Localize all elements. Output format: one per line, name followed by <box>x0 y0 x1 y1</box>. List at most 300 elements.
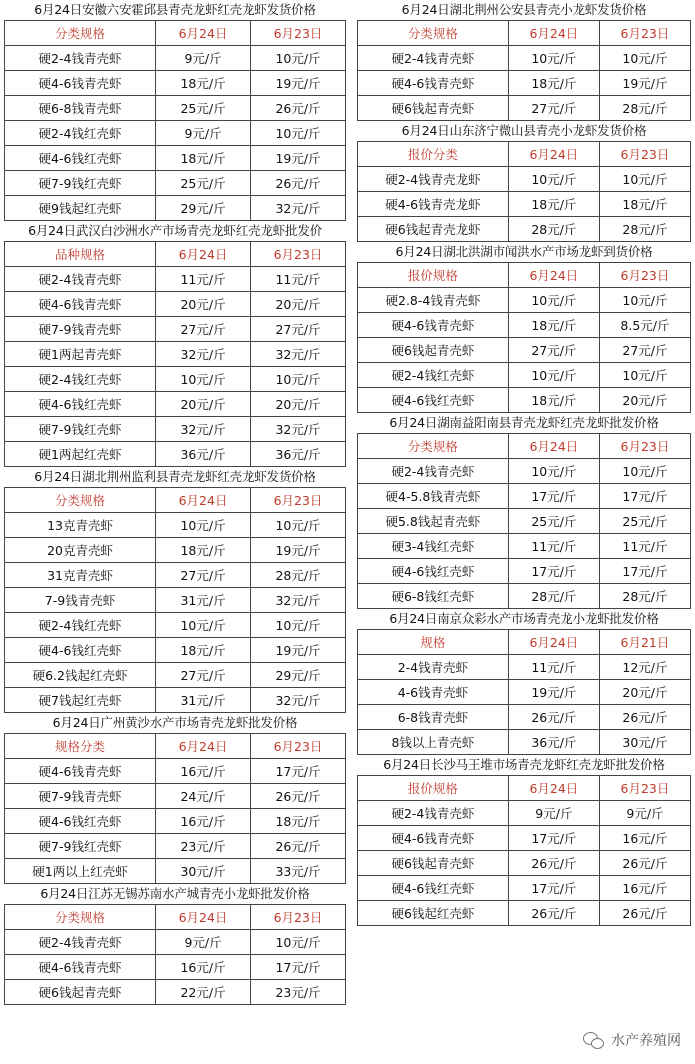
spec-cell: 硬1两以上红壳虾 <box>5 859 156 884</box>
price-cell: 26元/斤 <box>508 705 599 730</box>
price-cell: 11元/斤 <box>508 534 599 559</box>
price-cell: 20元/斤 <box>599 680 690 705</box>
price-cell: 25元/斤 <box>508 509 599 534</box>
spec-cell: 硬6钱起青壳虾 <box>358 851 509 876</box>
price-cell: 30元/斤 <box>599 730 690 755</box>
table-row <box>358 217 691 242</box>
spec-cell: 硬6-8钱青壳虾 <box>5 96 156 121</box>
spec-cell: 硬7钱起红壳虾 <box>5 688 156 713</box>
price-cell: 11元/斤 <box>156 267 251 292</box>
spec-cell: 硬7-9钱红壳虾 <box>5 417 156 442</box>
spec-cell: 硬4-6钱青壳虾 <box>5 71 156 96</box>
header-cell: 分类规格 <box>5 905 156 930</box>
price-cell: 9元/斤 <box>599 801 690 826</box>
table-title: 6月24日广州黄沙水产市场青壳龙虾批发价格 <box>52 715 298 730</box>
table-header-row <box>5 734 346 759</box>
price-cell: 18元/斤 <box>508 388 599 413</box>
table-row <box>5 367 346 392</box>
table-row <box>358 192 691 217</box>
price-cell: 27元/斤 <box>508 338 599 363</box>
price-cell: 10元/斤 <box>508 167 599 192</box>
spec-cell: 硬6钱起青壳虾 <box>358 338 509 363</box>
table-header-row <box>358 142 691 167</box>
price-table <box>357 629 691 755</box>
table-row <box>5 955 346 980</box>
spec-cell: 硬2-4钱青壳虾 <box>5 46 156 71</box>
price-cell: 9元/斤 <box>156 121 251 146</box>
table-row <box>5 563 346 588</box>
table-row <box>5 317 346 342</box>
spec-cell: 硬1两起红壳虾 <box>5 442 156 467</box>
table-row <box>358 851 691 876</box>
price-cell: 19元/斤 <box>251 538 346 563</box>
price-cell: 10元/斤 <box>508 288 599 313</box>
table-row <box>358 388 691 413</box>
table-title: 6月24日南京众彩水产市场青壳龙小龙虾批发价格 <box>389 611 659 626</box>
price-cell: 20元/斤 <box>599 388 690 413</box>
spec-cell: 硬6钱起红壳虾 <box>358 901 509 926</box>
spec-cell: 硬4-6钱红壳虾 <box>358 876 509 901</box>
price-cell: 25元/斤 <box>599 509 690 534</box>
table-row <box>5 638 346 663</box>
price-cell: 18元/斤 <box>599 192 690 217</box>
price-table <box>357 141 691 242</box>
price-cell: 32元/斤 <box>156 342 251 367</box>
price-cell: 18元/斤 <box>156 71 251 96</box>
table-row <box>358 584 691 609</box>
table-title: 6月24日湖南益阳南县青壳龙虾红壳龙虾批发价格 <box>389 415 659 430</box>
spec-cell: 硬4-6钱青壳龙虾 <box>358 192 509 217</box>
table-row <box>5 442 346 467</box>
price-cell: 10元/斤 <box>156 513 251 538</box>
table-row <box>358 338 691 363</box>
price-table-block <box>4 467 346 713</box>
table-row <box>5 392 346 417</box>
price-cell: 9元/斤 <box>156 930 251 955</box>
price-table <box>4 20 346 221</box>
header-cell: 分类规格 <box>358 21 509 46</box>
header-cell: 6月24日 <box>508 21 599 46</box>
spec-cell: 20克青壳虾 <box>5 538 156 563</box>
table-row <box>5 809 346 834</box>
price-cell: 18元/斤 <box>508 313 599 338</box>
table-row <box>5 96 346 121</box>
price-cell: 16元/斤 <box>599 826 690 851</box>
price-table-block <box>4 0 346 221</box>
table-row <box>358 484 691 509</box>
price-cell: 18元/斤 <box>156 538 251 563</box>
price-cell: 10元/斤 <box>599 288 690 313</box>
price-cell: 18元/斤 <box>156 638 251 663</box>
spec-cell: 硬7-9钱红壳虾 <box>5 171 156 196</box>
price-cell: 27元/斤 <box>508 96 599 121</box>
table-row <box>358 901 691 926</box>
header-cell: 6月23日 <box>599 434 690 459</box>
price-table <box>357 433 691 609</box>
price-cell: 19元/斤 <box>599 71 690 96</box>
watermark-text: 水产养殖网 <box>611 1033 681 1049</box>
header-cell: 分类规格 <box>5 488 156 513</box>
table-header-row <box>5 242 346 267</box>
header-cell: 6月24日 <box>156 734 251 759</box>
table-row <box>5 342 346 367</box>
price-cell: 27元/斤 <box>156 563 251 588</box>
price-cell: 28元/斤 <box>508 584 599 609</box>
price-table-block <box>357 121 691 242</box>
table-title: 6月24日湖北荆州监利县青壳龙虾红壳龙虾发货价格 <box>34 469 316 484</box>
price-cell: 27元/斤 <box>599 338 690 363</box>
header-cell: 6月23日 <box>599 21 690 46</box>
spec-cell: 4-6钱青壳虾 <box>358 680 509 705</box>
header-cell: 6月23日 <box>251 488 346 513</box>
price-cell: 33元/斤 <box>251 859 346 884</box>
price-cell: 29元/斤 <box>156 196 251 221</box>
spec-cell: 硬2-4钱青壳龙虾 <box>358 167 509 192</box>
price-cell: 10元/斤 <box>251 613 346 638</box>
table-title: 6月24日武汉白沙洲水产市场青壳龙虾红壳龙虾批发价 <box>28 223 322 238</box>
table-row <box>5 513 346 538</box>
spec-cell: 硬2-4钱红壳虾 <box>5 613 156 638</box>
spec-cell: 硬2.8-4钱青壳虾 <box>358 288 509 313</box>
price-cell: 10元/斤 <box>251 513 346 538</box>
table-header-row <box>5 21 346 46</box>
table-row <box>358 167 691 192</box>
spec-cell: 硬2-4钱青壳虾 <box>5 930 156 955</box>
spec-cell: 硬1两起青壳虾 <box>5 342 156 367</box>
table-header-row <box>358 434 691 459</box>
table-row <box>5 292 346 317</box>
table-row <box>5 663 346 688</box>
price-cell: 17元/斤 <box>508 826 599 851</box>
price-table <box>357 262 691 413</box>
price-cell: 10元/斤 <box>251 930 346 955</box>
spec-cell: 硬7-9钱青壳虾 <box>5 784 156 809</box>
table-row <box>5 613 346 638</box>
watermark <box>583 1030 681 1050</box>
spec-cell: 硬4-6钱红壳虾 <box>5 392 156 417</box>
price-table-block <box>357 755 691 926</box>
price-cell: 32元/斤 <box>251 196 346 221</box>
spec-cell: 硬6钱起青壳虾 <box>358 96 509 121</box>
price-cell: 26元/斤 <box>251 96 346 121</box>
header-cell: 6月23日 <box>251 734 346 759</box>
price-table-block <box>4 221 346 467</box>
price-cell: 19元/斤 <box>508 680 599 705</box>
price-table <box>357 20 691 121</box>
table-row <box>5 71 346 96</box>
table-row <box>358 46 691 71</box>
header-cell: 6月24日 <box>508 434 599 459</box>
table-row <box>5 267 346 292</box>
table-row <box>358 459 691 484</box>
header-cell: 6月24日 <box>156 905 251 930</box>
header-cell: 6月24日 <box>156 242 251 267</box>
spec-cell: 硬4-6钱青壳虾 <box>5 759 156 784</box>
price-cell: 26元/斤 <box>599 705 690 730</box>
price-cell: 24元/斤 <box>156 784 251 809</box>
price-cell: 28元/斤 <box>251 563 346 588</box>
spec-cell: 硬9钱起红壳虾 <box>5 196 156 221</box>
header-cell: 6月24日 <box>508 263 599 288</box>
header-cell: 6月23日 <box>599 263 690 288</box>
left-column <box>4 0 346 1005</box>
price-cell: 26元/斤 <box>251 171 346 196</box>
price-table-block <box>357 609 691 755</box>
price-cell: 9元/斤 <box>156 46 251 71</box>
price-cell: 20元/斤 <box>156 292 251 317</box>
spec-cell: 硬4-6钱青壳虾 <box>358 71 509 96</box>
table-row <box>358 826 691 851</box>
price-cell: 28元/斤 <box>508 217 599 242</box>
price-cell: 16元/斤 <box>156 955 251 980</box>
price-cell: 10元/斤 <box>508 459 599 484</box>
spec-cell: 硬5.8钱起青壳虾 <box>358 509 509 534</box>
price-cell: 20元/斤 <box>251 292 346 317</box>
table-header-row <box>358 776 691 801</box>
price-cell: 10元/斤 <box>251 367 346 392</box>
spec-cell: 硬2-4钱红壳虾 <box>5 367 156 392</box>
header-cell: 6月24日 <box>156 488 251 513</box>
spec-cell: 硬2-4钱青壳虾 <box>358 801 509 826</box>
table-row <box>358 680 691 705</box>
table-row <box>358 288 691 313</box>
table-row <box>5 859 346 884</box>
price-cell: 18元/斤 <box>508 192 599 217</box>
table-row <box>358 705 691 730</box>
price-table-block <box>357 0 691 121</box>
price-table <box>357 775 691 926</box>
price-table <box>4 904 346 1005</box>
price-cell: 31元/斤 <box>156 588 251 613</box>
price-cell: 25元/斤 <box>156 96 251 121</box>
table-title: 6月24日山东济宁微山县青壳小龙虾发货价格 <box>401 123 647 138</box>
header-cell: 6月23日 <box>251 905 346 930</box>
price-cell: 9元/斤 <box>508 801 599 826</box>
spec-cell: 8钱以上青壳虾 <box>358 730 509 755</box>
price-cell: 26元/斤 <box>508 901 599 926</box>
price-cell: 12元/斤 <box>599 655 690 680</box>
spec-cell: 2-4钱青壳虾 <box>358 655 509 680</box>
price-cell: 25元/斤 <box>156 171 251 196</box>
price-cell: 26元/斤 <box>508 851 599 876</box>
price-cell: 19元/斤 <box>251 638 346 663</box>
price-cell: 20元/斤 <box>156 392 251 417</box>
spec-cell: 硬2-4钱青壳虾 <box>5 267 156 292</box>
price-table-block <box>4 713 346 884</box>
price-cell: 28元/斤 <box>599 217 690 242</box>
table-row <box>5 930 346 955</box>
table-title: 6月24日江苏无锡苏南水产城青壳小龙虾批发价格 <box>40 886 310 901</box>
price-cell: 32元/斤 <box>251 588 346 613</box>
price-cell: 11元/斤 <box>251 267 346 292</box>
spec-cell: 硬4-6钱红壳虾 <box>358 388 509 413</box>
table-header-row <box>5 488 346 513</box>
price-cell: 18元/斤 <box>251 809 346 834</box>
price-cell: 17元/斤 <box>599 559 690 584</box>
table-row <box>5 980 346 1005</box>
price-cell: 10元/斤 <box>156 613 251 638</box>
table-row <box>358 363 691 388</box>
price-cell: 28元/斤 <box>599 584 690 609</box>
table-row <box>5 46 346 71</box>
table-header-row <box>5 905 346 930</box>
spec-cell: 硬4-6钱红壳虾 <box>5 638 156 663</box>
price-cell: 17元/斤 <box>508 484 599 509</box>
spec-cell: 硬2-4钱青壳虾 <box>358 459 509 484</box>
price-cell: 16元/斤 <box>156 759 251 784</box>
header-cell: 分类规格 <box>358 434 509 459</box>
header-cell: 规格分类 <box>5 734 156 759</box>
spec-cell: 硬2-4钱青壳虾 <box>358 46 509 71</box>
price-cell: 31元/斤 <box>156 688 251 713</box>
spec-cell: 6-8钱青壳虾 <box>358 705 509 730</box>
price-cell: 27元/斤 <box>156 663 251 688</box>
price-cell: 10元/斤 <box>508 363 599 388</box>
spec-cell: 硬4-6钱青壳虾 <box>358 826 509 851</box>
spec-cell: 硬4-6钱青壳虾 <box>5 955 156 980</box>
header-cell: 6月24日 <box>156 21 251 46</box>
price-cell: 36元/斤 <box>508 730 599 755</box>
price-cell: 23元/斤 <box>156 834 251 859</box>
price-cell: 32元/斤 <box>251 417 346 442</box>
price-cell: 29元/斤 <box>251 663 346 688</box>
price-cell: 10元/斤 <box>508 46 599 71</box>
price-cell: 26元/斤 <box>251 834 346 859</box>
table-row <box>5 759 346 784</box>
price-cell: 10元/斤 <box>599 459 690 484</box>
header-cell: 分类规格 <box>5 21 156 46</box>
price-cell: 17元/斤 <box>251 759 346 784</box>
header-cell: 6月24日 <box>508 776 599 801</box>
spec-cell: 硬6.2钱起红壳虾 <box>5 663 156 688</box>
table-header-row <box>358 630 691 655</box>
price-cell: 28元/斤 <box>599 96 690 121</box>
price-cell: 18元/斤 <box>508 71 599 96</box>
table-row <box>358 730 691 755</box>
table-row <box>358 559 691 584</box>
price-cell: 18元/斤 <box>156 146 251 171</box>
price-cell: 19元/斤 <box>251 146 346 171</box>
table-row <box>358 801 691 826</box>
price-table-block <box>4 884 346 1005</box>
table-row <box>5 417 346 442</box>
spec-cell: 硬6钱起青壳虾 <box>5 980 156 1005</box>
price-cell: 17元/斤 <box>508 876 599 901</box>
price-cell: 30元/斤 <box>156 859 251 884</box>
spec-cell: 7-9钱青壳虾 <box>5 588 156 613</box>
price-cell: 32元/斤 <box>251 342 346 367</box>
table-row <box>5 834 346 859</box>
price-cell: 26元/斤 <box>599 901 690 926</box>
price-cell: 22元/斤 <box>156 980 251 1005</box>
header-cell: 规格 <box>358 630 509 655</box>
price-cell: 10元/斤 <box>251 121 346 146</box>
price-cell: 36元/斤 <box>156 442 251 467</box>
spec-cell: 硬4-6钱红壳虾 <box>5 809 156 834</box>
spec-cell: 硬4-6钱红壳虾 <box>5 146 156 171</box>
price-table-block <box>357 413 691 609</box>
table-row <box>358 509 691 534</box>
table-title: 6月24日湖北洪湖市闻洪水产市场龙虾到货价格 <box>395 244 653 259</box>
table-row <box>5 784 346 809</box>
spec-cell: 31克青壳虾 <box>5 563 156 588</box>
wechat-icon <box>583 1031 605 1049</box>
header-cell: 6月23日 <box>599 776 690 801</box>
price-cell: 26元/斤 <box>251 784 346 809</box>
price-cell: 10元/斤 <box>156 367 251 392</box>
spec-cell: 硬4-6钱青壳虾 <box>358 313 509 338</box>
price-cell: 32元/斤 <box>156 417 251 442</box>
spec-cell: 硬4-5.8钱青壳虾 <box>358 484 509 509</box>
spec-cell: 硬7-9钱红壳虾 <box>5 834 156 859</box>
spec-cell: 硬7-9钱青壳虾 <box>5 317 156 342</box>
spec-cell: 13克青壳虾 <box>5 513 156 538</box>
price-cell: 16元/斤 <box>156 809 251 834</box>
table-row <box>5 171 346 196</box>
price-cell: 16元/斤 <box>599 876 690 901</box>
price-table <box>4 241 346 467</box>
header-cell: 6月23日 <box>251 21 346 46</box>
table-title: 6月24日湖北荆州公安县青壳小龙虾发货价格 <box>401 2 647 17</box>
table-title: 6月24日安徽六安霍邱县青壳龙虾红壳龙虾发货价格 <box>34 2 316 17</box>
table-row <box>358 71 691 96</box>
table-row <box>5 588 346 613</box>
header-cell: 6月23日 <box>251 242 346 267</box>
header-cell: 6月23日 <box>599 142 690 167</box>
table-row <box>5 146 346 171</box>
table-row <box>5 121 346 146</box>
table-row <box>5 688 346 713</box>
spec-cell: 硬6-8钱红壳虾 <box>358 584 509 609</box>
table-header-row <box>358 21 691 46</box>
table-row <box>358 313 691 338</box>
spec-cell: 硬4-6钱红壳虾 <box>358 559 509 584</box>
table-row <box>5 538 346 563</box>
price-cell: 10元/斤 <box>599 167 690 192</box>
price-cell: 23元/斤 <box>251 980 346 1005</box>
price-cell: 8.5元/斤 <box>599 313 690 338</box>
price-cell: 11元/斤 <box>599 534 690 559</box>
price-table <box>4 733 346 884</box>
price-table <box>4 487 346 713</box>
spec-cell: 硬6钱起青壳龙虾 <box>358 217 509 242</box>
price-cell: 19元/斤 <box>251 71 346 96</box>
price-cell: 36元/斤 <box>251 442 346 467</box>
price-cell: 26元/斤 <box>599 851 690 876</box>
price-cell: 17元/斤 <box>599 484 690 509</box>
price-cell: 32元/斤 <box>251 688 346 713</box>
price-table-block <box>357 242 691 413</box>
table-title: 6月24日长沙马王堆市场青壳龙虾红壳龙虾批发价格 <box>383 757 665 772</box>
header-cell: 报价规格 <box>358 776 509 801</box>
price-cell: 27元/斤 <box>156 317 251 342</box>
spec-cell: 硬2-4钱红壳虾 <box>5 121 156 146</box>
spec-cell: 硬4-6钱青壳虾 <box>5 292 156 317</box>
header-cell: 6月24日 <box>508 142 599 167</box>
price-cell: 17元/斤 <box>251 955 346 980</box>
header-cell: 品种规格 <box>5 242 156 267</box>
price-cell: 11元/斤 <box>508 655 599 680</box>
table-row <box>358 534 691 559</box>
header-cell: 报价分类 <box>358 142 509 167</box>
table-row <box>358 876 691 901</box>
spec-cell: 硬3-4钱红壳虾 <box>358 534 509 559</box>
header-cell: 报价规格 <box>358 263 509 288</box>
price-cell: 27元/斤 <box>251 317 346 342</box>
price-cell: 20元/斤 <box>251 392 346 417</box>
price-cell: 17元/斤 <box>508 559 599 584</box>
header-cell: 6月24日 <box>508 630 599 655</box>
